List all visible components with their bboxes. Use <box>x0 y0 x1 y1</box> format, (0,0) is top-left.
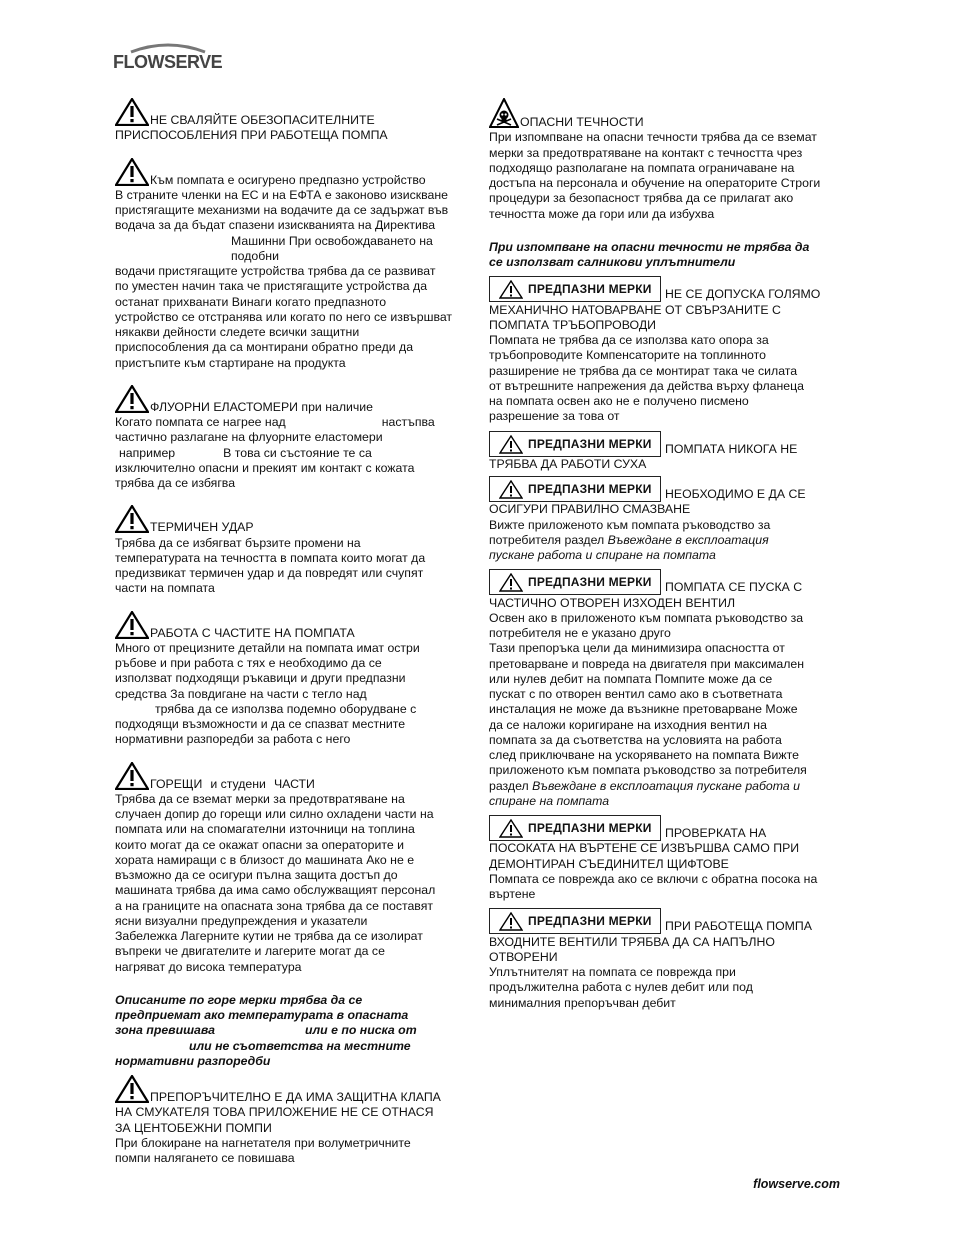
section-heading: ГОРЕЩИ <box>150 776 203 791</box>
body-line: изключително опасни и прекият им контакт с кожата <box>115 460 415 475</box>
body-line: нормативни разпоредби за работа с него <box>115 732 351 747</box>
body-line: подходящо разполагане на помпата ограничаване на <box>489 160 795 175</box>
body-line: на помпата освен ако не е получено писмено <box>489 394 749 408</box>
body-line: водачи пристягащите устройства трябва да се развиват <box>115 264 436 278</box>
warning-triangle-icon <box>115 611 149 639</box>
section-heading: ЗА ЦЕНТОБЕЖНИ ПОМПИ <box>115 1120 272 1135</box>
flowserve-logo <box>113 40 223 80</box>
bold-line: или не съответства на местните <box>189 1038 411 1053</box>
section-thermal-shock <box>115 505 477 596</box>
warning-triangle-icon <box>115 158 149 186</box>
section-heading: Към помпата е осигурено предпазно устройство <box>150 172 426 187</box>
body-line: след приключване на ускоряването на помпата Вижте <box>489 748 799 762</box>
body-line: претоварване и повреда на двигателя при максимален <box>489 656 805 671</box>
section-heading: НА СМУКАТЕЛЯ ТОВА ПРИЛОЖЕНИЕ НЕ СЕ ОТНАСЯ <box>115 1105 434 1120</box>
caution-label: ПРЕДПАЗНИ МЕРКИ <box>528 482 652 496</box>
caution-box <box>489 908 661 934</box>
body-line: При блокиране на нагнетателя при волуметричните <box>115 1135 411 1150</box>
section-heading: и студени <box>210 776 266 791</box>
section-heading: ФЛУОРНИ ЕЛАСТОМЕРИ при наличие <box>150 399 373 414</box>
section-heading: ОТВОРЕНИ <box>489 949 558 964</box>
body-line: по уместен начин така че пристягащите устройства да <box>115 279 428 294</box>
body-line: използват подходящи ръкавици и други предпазни <box>115 671 406 686</box>
section-heading: ПОМПАТА СЕ ПУСКА С <box>665 580 803 595</box>
italic-ref: спиране на помпата <box>489 793 610 808</box>
caution-label: ПРЕДПАЗНИ МЕРКИ <box>528 821 652 835</box>
warning-triangle-icon <box>115 505 149 533</box>
section-heading: ПРЕПОРЪЧИТЕЛНО Е ДА ИМА ЗАЩИТНА КЛАПА <box>150 1090 441 1104</box>
section-heading: ПРИ РАБОТЕЩА ПОМПА <box>665 919 812 934</box>
section-heading: ОСИГУРИ ПРАВИЛНО СМАЗВАНЕ <box>489 502 691 517</box>
caution-box <box>489 569 661 595</box>
body-line: или нулев дебит на помпата Помпите може да се <box>489 671 773 686</box>
body-line: инсталация не може да възникне претоварване Може <box>489 702 798 717</box>
body-line: машината трябва да има само обслужващият персонал <box>115 883 436 898</box>
body-line: Много от прецизните детайли на помпата имат остри <box>115 640 420 655</box>
caution-box <box>489 431 661 457</box>
section-heading: МЕХАНИЧНО НАТОВАРВАНЕ ОТ СВЪРЗАНИТЕ С <box>489 302 781 317</box>
left-column <box>115 98 477 1166</box>
warning-triangle-icon <box>115 1075 149 1103</box>
section-handling-parts <box>115 611 477 748</box>
caution-box <box>489 276 661 302</box>
section-heading: ВХОДНИТЕ ВЕНТИЛИ ТРЯБВА ДА СА НАПЪЛНО <box>489 934 775 949</box>
warning-triangle-icon <box>499 435 523 454</box>
section-heading: РАБОТА С ЧАСТИТЕ НА ПОМПАТА <box>150 625 355 640</box>
body-line: трябва да се избягва <box>115 476 236 490</box>
section-partial-valve <box>489 569 841 809</box>
warning-triangle-icon <box>115 385 149 413</box>
body-line: ясни визуални предупреждения и указатели <box>115 913 368 928</box>
section-heading: ПОМПАТА ТРЪБОПРОВОДИ <box>489 317 656 332</box>
section-heading: ПРОВЕРКАТА НА <box>665 826 767 840</box>
section-heading: ЧАСТИ <box>273 776 315 791</box>
body-line: минималния препоръчван дебит <box>489 995 676 1010</box>
bold-line: предприемат ако температурата в опасната <box>115 1008 409 1022</box>
right-column <box>489 98 841 1011</box>
body-line: разширение не трябва да се монтират така че силата <box>489 363 798 378</box>
section-heading: ТЕРМИЧЕН УДАР <box>150 520 254 535</box>
body-line: Освен ако в приложеното към помпата ръководство за <box>489 610 804 625</box>
body-line: разрешение за това от <box>489 409 620 424</box>
body-line: да се наложи коригиране на изходния вентил на <box>489 717 767 732</box>
section-pipe-load <box>489 276 841 424</box>
section-protective-device <box>115 158 477 371</box>
body-line: а на границите на опасната зона трябва да се поставят <box>115 898 433 913</box>
italic-ref: Въвеждане в експлоатация пускане работа и <box>532 778 800 793</box>
warning-triangle-icon <box>115 98 149 126</box>
section-hazardous-liquids <box>489 98 841 222</box>
body-line: помпата за да съответства на условията на работа <box>489 732 782 747</box>
caution-label: ПРЕДПАЗНИ МЕРКИ <box>528 436 652 451</box>
body-line: Уплътнителят на помпата се поврежда при <box>489 965 736 979</box>
body-line: хората намиращи с в близост до машината Ако не е <box>115 852 415 867</box>
logo-wordmark: FLOWSERVE <box>113 52 223 72</box>
section-heading: НЕ СВАЛЯЙТЕ ОБЕЗОПАСИТЕЛНИТЕ ПРИСПОСОБЛЕНИЯ ПРИ РАБОТЕЩА ПОМПА <box>115 113 388 143</box>
section-gland-seals-note <box>489 240 841 271</box>
section-heading: ТРЯБВА ДА РАБОТИ СУХА <box>489 456 647 471</box>
bold-line: или е по ниска от <box>304 1023 417 1038</box>
body-line: Трябва да се избягват бързите промени на <box>115 535 361 550</box>
body-line: приспособления да са монтирани обратно преди да <box>115 340 414 355</box>
warning-triangle-icon <box>499 819 523 838</box>
warning-triangle-icon <box>499 280 523 299</box>
body-line: потребителя не е указано друго <box>489 626 671 640</box>
section-hot-cold-parts <box>115 762 477 975</box>
section-never-run-dry <box>489 431 841 473</box>
body-line: нагряват до висока температура <box>115 959 302 974</box>
caution-box <box>489 476 661 502</box>
bold-line: Описаните по горе мерки трябва да се <box>115 992 363 1007</box>
bold-line: се използват салникови уплътнители <box>489 255 736 269</box>
body-line: някакви дейности следете всички защитни <box>115 325 360 339</box>
section-heading: ДЕМОНТИРАН СЪЕДИНИТЕЛ ЩИФТОВЕ <box>489 856 729 871</box>
body-line: водача за да бъдат спазени изискванията на Директива <box>115 218 436 233</box>
body-line: помпи налягането се повишава <box>115 1151 295 1165</box>
caution-label: ПРЕДПАЗНИ МЕРКИ <box>528 914 652 929</box>
bold-line: При изпомпване на опасни течности не трябва да <box>489 239 810 254</box>
warning-triangle-icon <box>499 912 523 931</box>
body-line: пристягащите механизми на водачите да се задържат във <box>115 203 449 217</box>
body-line: потребителя раздел <box>489 532 608 547</box>
body-line: Трябва да се вземат мерки за предотвратяване на <box>115 791 405 806</box>
section-heading: ЧАСТИЧНО ОТВОРЕН ИЗХОДЕН ВЕНТИЛ <box>489 595 736 610</box>
body-line: устройство се отстранява или когато по него се извършват <box>115 309 453 324</box>
section-fluoro-elastomers <box>115 385 477 492</box>
section-heading: ПОМПАТА НИКОГА НЕ <box>665 441 798 456</box>
body-line: тръбопроводите Компенсаторите на топлинното <box>489 348 766 363</box>
body-line: средства За повдигане на части с тегло над <box>115 686 367 701</box>
body-line: Вижте приложеното към помпата ръководство за <box>489 517 771 532</box>
section-rotation-check <box>489 815 841 902</box>
body-line: температурата на течността в помпата които могат да <box>115 550 426 565</box>
caution-box <box>489 815 661 841</box>
body-line: При изпомпване на опасни течности трябва да се вземат <box>489 130 817 145</box>
body-line: въпреки че двигателите и лагерите могат да се <box>115 944 385 959</box>
italic-ref: Въвеждане в експлоатация <box>607 532 769 547</box>
toxic-skull-icon <box>489 98 519 128</box>
body-line: В това си състояние те са <box>223 445 372 460</box>
caution-label: ПРЕДПАЗНИ МЕРКИ <box>528 575 652 590</box>
body-line: настъпва <box>381 415 435 429</box>
body-line: Забележка Лагерните кутии не трябва да се изолират <box>115 929 423 943</box>
body-line: продължителна работа с нулев дебит или под <box>489 980 753 995</box>
footer-url: flowserve.com <box>753 1177 840 1191</box>
section-heading: НЕ СЕ ДОПУСКА ГОЛЯМО <box>665 287 821 302</box>
body-line: от вътрешните напрежения да действа върху фланеца <box>489 378 804 393</box>
body-line: части на помпата <box>115 581 215 596</box>
bold-line: нормативни разпоредби <box>115 1053 271 1068</box>
section-safety-guards <box>115 98 477 144</box>
body-line: например <box>119 445 176 460</box>
caution-label: ПРЕДПАЗНИ МЕРКИ <box>528 282 652 297</box>
body-line: ръбове и при работа с тях е необходимо да се <box>115 656 382 670</box>
warning-triangle-icon <box>499 480 523 499</box>
body-line: Машинни При освобождаването на подобни <box>231 233 433 263</box>
body-line: предизвикат термичен удар и да повредят или счупят <box>115 566 424 580</box>
warning-triangle-icon <box>499 573 523 592</box>
body-line: въртене <box>489 887 536 901</box>
body-line: Помпата не трябва да се използва като опора за <box>489 333 769 347</box>
body-line: останат прихванати Винаги когато предпазното <box>115 294 387 309</box>
body-line: процедури за безопасност трябва да се прилагат ако <box>489 191 794 206</box>
section-inlet-valves <box>489 908 841 1011</box>
body-line: пристъпите към стартиране на продукта <box>115 355 346 370</box>
body-line: случаен допир до горещи или силно охладени части на <box>115 807 434 821</box>
body-line: раздел <box>489 778 533 793</box>
body-line: пускат с по отворен вентил само ако в съответната <box>489 687 783 701</box>
body-line: възможно да се осигури пълна защита достъп до <box>115 868 398 882</box>
body-line: помпата или на спомагателни източници на топлина <box>115 822 415 837</box>
italic-ref: пускане работа и спиране на помпата <box>489 548 716 562</box>
section-heading: ПОСОКАТА НА ВЪРТЕНЕ СЕ ИЗВЪРШВА САМО ПРИ <box>489 841 800 856</box>
section-lubrication <box>489 476 841 563</box>
body-line: течността може да гори или да избухва <box>489 206 715 221</box>
body-line: Помпата се поврежда ако се включи с обратна посока на <box>489 871 818 886</box>
warning-triangle-icon <box>115 762 149 790</box>
body-line: частично разлагане на флуорните еластомери <box>115 430 383 445</box>
bold-line: зона превишава <box>115 1023 215 1038</box>
body-line: трябва да се използва подемно оборудване с <box>155 701 417 716</box>
body-line: Тази препоръка цели да минимизира опасността от <box>489 641 785 656</box>
section-heading: ОПАСНИ ТЕЧНОСТИ <box>520 115 644 129</box>
section-temperature-note <box>115 993 477 1069</box>
body-line: подходящи възможности и да се спазват местните <box>115 717 406 731</box>
body-line: приложеното към помпата ръководство за потребителя <box>489 763 807 778</box>
body-line: мерки за предотвратяване на контакт с течността чрез <box>489 145 803 160</box>
body-line: В страните членки на ЕС и на ЕФТА е законово изискване <box>115 187 448 202</box>
body-line: Когато помпата се нагрее над <box>115 415 286 429</box>
section-safety-valve <box>115 1075 477 1166</box>
section-heading: НЕОБХОДИМО Е ДА СЕ <box>665 487 806 501</box>
body-line: достъпа на персонала и обучение на операторите Строги <box>489 176 821 190</box>
body-line: които могат да се окажат опасни за операторите и <box>115 837 404 852</box>
